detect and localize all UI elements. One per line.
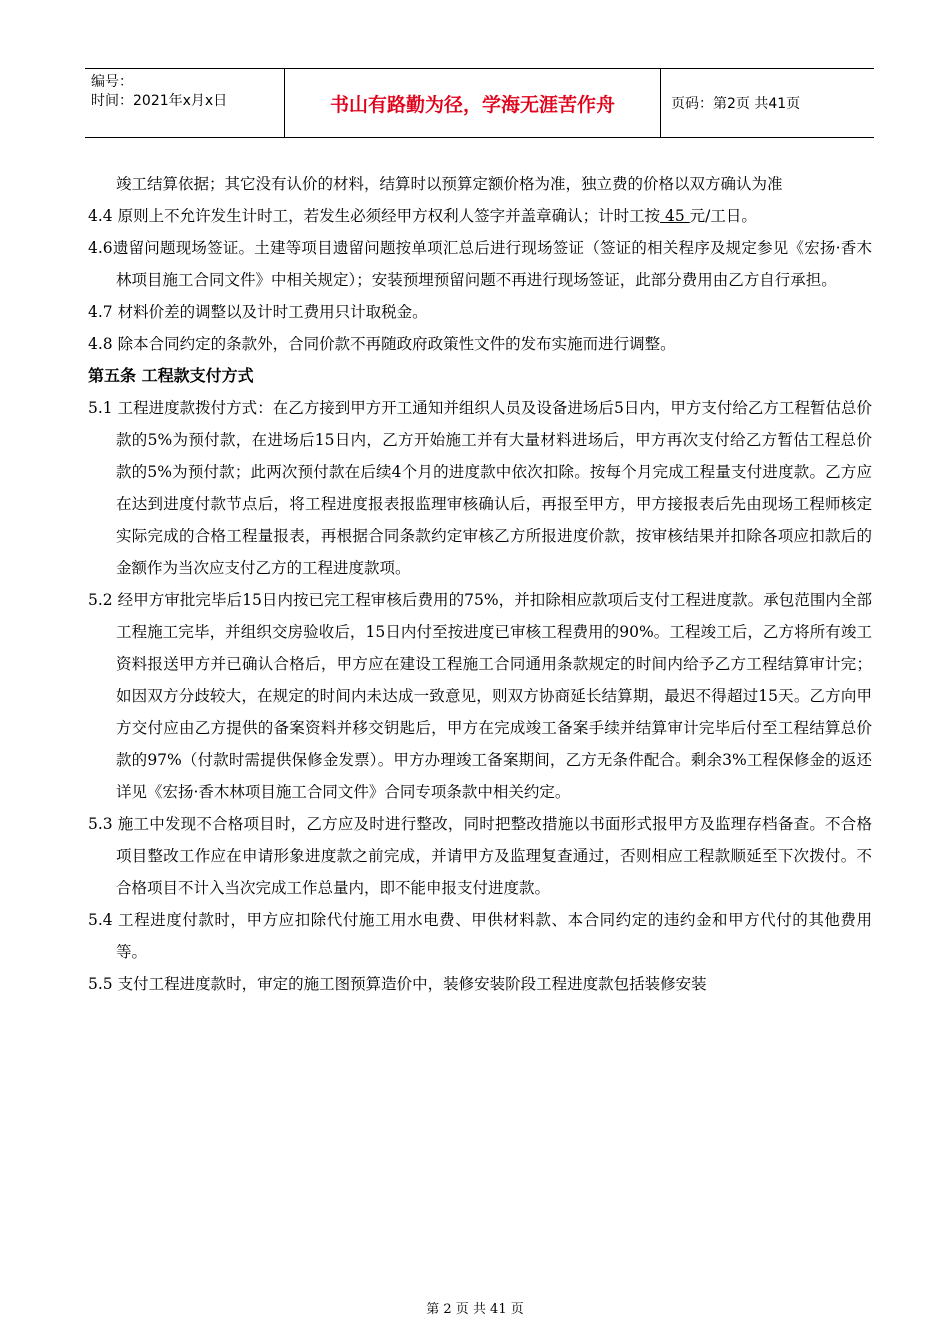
- header-table: [85, 68, 874, 138]
- text-span: 元/工日。: [689, 207, 757, 225]
- paragraph-5-3: 5.3 施工中发现不合格项目时，乙方应及时进行整改，同时把整改措施以书面形式报甲方及监理存档备查。不合格项目整改工作应在申请形象进度款之前完成，并请甲方及监理复查通过，否则相应工程款顺延至下次拨付。不合格项目不计入当次完成工作总量内，即不能申报支付进度款。: [88, 815, 872, 897]
- paragraph: 竣工结算依据；其它没有认价的材料，结算时以预算定额价格为准，独立费的价格以双方确认为准: [116, 175, 783, 193]
- paragraph-5-2: 5.2 经甲方审批完毕后15日内按已完工程审核后费用的75%，并扣除相应款项后支付工程进度款。承包范围内全部工程施工完毕，并组织交房验收后，15日内付至按进度已审核工程费用的90%。工程竣工后，乙方将所有竣工资料报送甲方并已确认合格后，甲方应在建设工程施工合同通用条款规定的时间内给予乙方工程结算审计完；如因双方分歧较大，在规定的时间内未达成一致意见，则双方协商延长结算期，最迟不得超过15天。乙方向甲方交付应由乙方提供的备案资料并移交钥匙后，甲方在完成竣工备案手续并结算审计完毕后付至工程结算总价款的97%（付款时需提供保修金发票）。甲方办理竣工备案期间，乙方无条件配合。剩余3%工程保修金的返还详见《宏扬·香木林项目施工合同文件》合同专项条款中相关约定。: [88, 591, 872, 801]
- paragraph-4-6: 4.6遗留问题现场签证。土建等项目遗留问题按单项汇总后进行现场签证（签证的相关程序及规定参见《宏扬·香木林项目施工合同文件》中相关规定）；安装预埋预留问题不再进行现场签证，此部分费用由乙方自行承担。: [88, 239, 872, 289]
- paragraph-4-8: 4.8 除本合同约定的条款外，合同价款不再随政府政策性文件的发布实施而进行调整。: [88, 335, 676, 353]
- text-span: 4.4 原则上不允许发生计时工，若发生必须经甲方权利人签字并盖章确认；计时工按: [88, 207, 661, 225]
- paragraph-4-4: [88, 200, 872, 232]
- page-code: 页码：第2页 共41页: [671, 96, 801, 112]
- document-body: [88, 168, 872, 1000]
- hourly-rate: 45: [660, 207, 690, 225]
- motto: 书山有路勤为径，学海无涯苦作舟: [285, 69, 661, 137]
- section-heading: 第五条 工程款支付方式: [88, 366, 254, 385]
- paragraph-4-7: 4.7 材料价差的调整以及计时工费用只计取税金。: [88, 303, 428, 321]
- header-left-cell: [85, 69, 285, 137]
- paragraph-5-1: 5.1 工程进度款拨付方式：在乙方接到甲方开工通知并组织人员及设备进场后5日内，甲方支付给乙方工程暂估总价款的5%为预付款，在进场后15日内，乙方开始施工并有大量材料进场后，甲方再次支付给乙方暂估工程总价款的5%为预付款；此两次预付款在后续4个月的进度款中依次扣除。按每个月完成工程量支付进度款。乙方应在达到进度付款节点后，将工程进度报表报监理审核确认后，再报至甲方，甲方接报表后先由现场工程师核定实际完成的合格工程量报表，再根据合同条款约定审核乙方所报进度价款，按审核结果并扣除各项应扣款后的金额作为当次应支付乙方的工程进度款项。: [88, 399, 872, 577]
- paragraph-5-5: 5.5 支付工程进度款时，审定的施工图预算造价中，装修安装阶段工程进度款包括装修安装: [88, 975, 707, 993]
- number-label: 编号：: [91, 74, 133, 90]
- time-line: 时间：2021年x月x日: [91, 93, 228, 109]
- page-footer: 第 2 页 共 41 页: [426, 1302, 524, 1317]
- paragraph-5-4: 5.4 工程进度付款时，甲方应扣除代付施工用水电费、甲供材料款、本合同约定的违约金和甲方代付的其他费用等。: [88, 911, 872, 961]
